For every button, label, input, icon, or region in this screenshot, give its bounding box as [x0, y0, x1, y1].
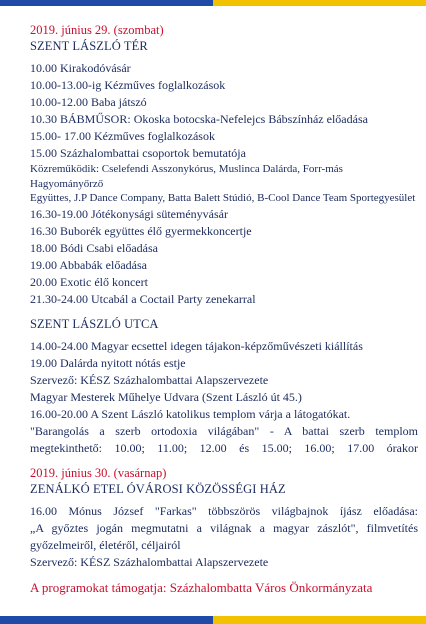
location-line: Magyar Mesterek Műhelye Udvara (Szent László út 45.) [30, 389, 302, 404]
program-page [30, 22, 418, 596]
program-item: 10.00-12.00 Baba játszó [30, 95, 147, 109]
program-item: 15.00- 17.00 Kézműves foglalkozások [30, 129, 215, 143]
top-bar-yellow [213, 0, 426, 6]
program-item: 10.00 Kirakodóvásár [30, 61, 131, 75]
archery-line1: 16.00 Mónus József "Farkas" többszörös világbajnok íjász előadása: [30, 503, 418, 518]
bottom-bar-yellow [213, 616, 426, 624]
organizer-line: Szervező: KÉSZ Százhalombattai Alapszervezete [30, 372, 269, 387]
day2-date: 2019. június 30. (vasárnap) [30, 465, 167, 480]
bottom-bar-blue [0, 616, 213, 624]
program-item: 18.00 Bódi Csabi előadása [30, 240, 158, 255]
archery-line2 [30, 520, 418, 537]
program-item: 16.30-19.00 Jótékonysági süteményvásár [30, 206, 228, 221]
serbian-rest: - A battai szerb templom [259, 423, 418, 438]
top-color-bar [0, 0, 426, 6]
serbian-title: "Barangolás a szerb ortodoxia világában" [30, 423, 260, 438]
day2-venue: ZENÁLKÓ ETEL ÓVÁROSI KÖZÖSSÉGI HÁZ [30, 481, 286, 496]
program-item: 15.00 Százhalombattai csoportok bemutatója [30, 146, 246, 160]
collaborators-line1: Közreműködik: Cselefendi Asszonykórus, Muslinca Dalárda, Forr-más Hagyományőrző [30, 163, 343, 190]
archery-film-rest: , filmvetítés [355, 520, 418, 535]
bab-time: 10.30 BÁBMŰSOR: [30, 112, 131, 126]
bab-rest: -Nefelejcs Bábszínház előadása [216, 112, 368, 126]
bab-title: Okoska botocska [133, 112, 217, 126]
top-bar-blue [0, 0, 213, 6]
program-item-bab [30, 111, 418, 128]
venue2-title: SZENT LÁSZLÓ UTCA [30, 316, 159, 331]
program-item: 10.00-13.00-ig Kézműves foglalkozások [30, 78, 226, 92]
collaborators-line2: Együttes, J.P Dance Company, Batta Balett Stúdió, B-Cool Dance Team Sportegyesület [30, 192, 416, 204]
organizer-line: Szervező: KÉSZ Százhalombattai Alapszervezete [30, 554, 269, 569]
program-item: 19.00 Dalárda nyitott nótás estje [30, 355, 186, 370]
serbian-church-line2: megtekinthető: 10.00; 11.00; 12.00 és 15.00; 16.00; 17.00 órakor [30, 440, 418, 455]
sponsor-line: A programokat támogatja: Százhalombatta Város Önkormányzata [30, 579, 373, 595]
program-item: 16.30 Buborék együttes élő gyermekkoncertje [30, 223, 252, 238]
venue1-title: SZENT LÁSZLÓ TÉR [30, 39, 148, 53]
archery-film-title: „A győztes jogán megmutatni a világnak a magyar zászlót" [30, 520, 356, 535]
day1-date: 2019. június 29. (szombat) [30, 23, 164, 37]
program-item: 16.00-20.00 A Szent László katolikus templom várja a látogatókat. [30, 406, 351, 421]
program-item: 19.00 Abbabák előadása [30, 257, 147, 272]
serbian-church-line1 [30, 423, 418, 440]
program-item: 20.00 Exotic élő koncert [30, 274, 148, 289]
program-item: 21.30-24.00 Utcabál a Coctail Party zenekarral [30, 291, 256, 306]
bottom-color-bar [0, 616, 426, 624]
program-item: 14.00-24.00 Magyar ecsettel idegen tájakon-képzőművészeti kiállítás [30, 338, 363, 353]
archery-line3: győzelmeiről, életéről, céljairól [30, 537, 181, 552]
